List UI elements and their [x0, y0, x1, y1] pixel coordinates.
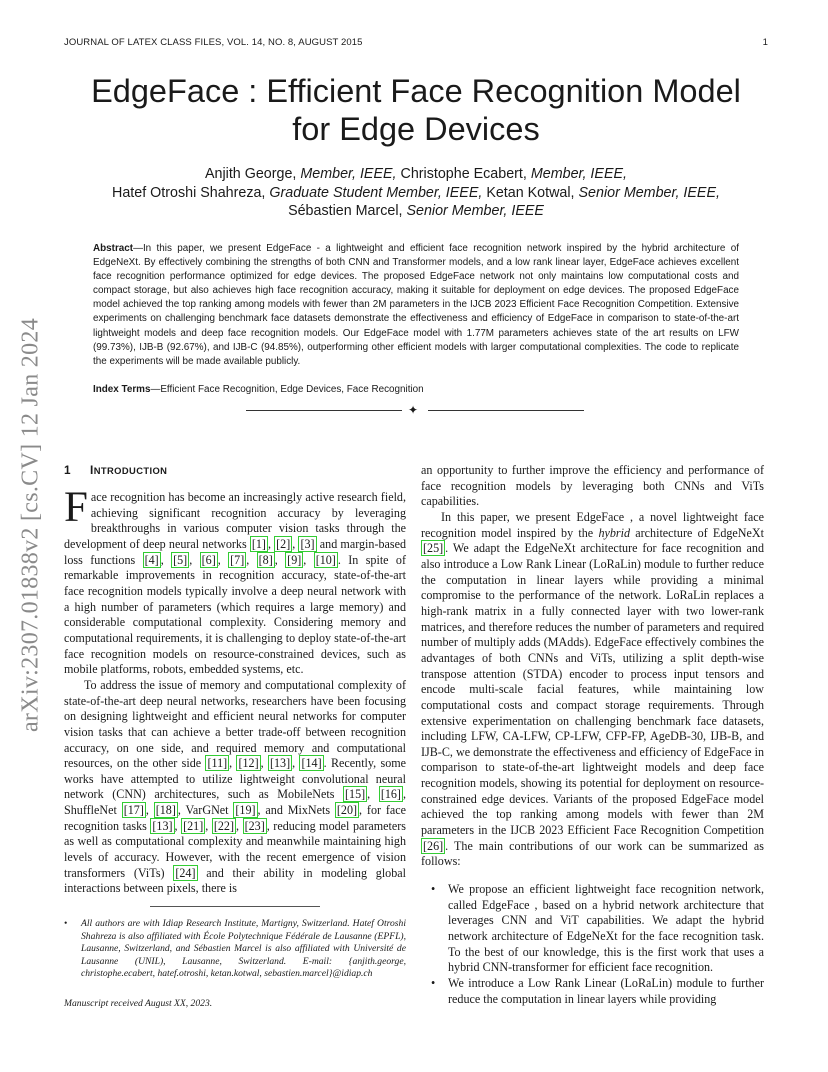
- citation-link[interactable]: [20]: [336, 803, 358, 818]
- citation-link[interactable]: [14]: [301, 756, 322, 771]
- affiliation-footnote: [64, 918, 406, 981]
- paragraph: Face recognition has become an increasingly active research field, achieving significant recognition accuracy by leveraging breakthroughs in various computer vision tasks through the development of deep neural networks [1] , [2] , [3] and margin-based loss functions [4] , [5] , [6] , [7] , [8] , [9] , [10] . In spite of remarkable improvements in recognition accuracy, state-of-the-art face recognition models typically involve a deep neural network with a high number of parameters (which requires a large memory) and considerable computational complexity. Considering memory and computational requirements, it is challenging to deploy state-of-the-art face recognition models on resource-constrained devices, such as mobile platforms, robots, embedded systems, etc.: [64, 484, 407, 677]
- author-name: Sébastien Marcel,: [288, 203, 407, 219]
- citation-link[interactable]: [3]: [300, 536, 315, 551]
- list-item-text: We introduce a Low Rank Linear (LoRaLin) module to further reduce the computation in linear layers while providing: [448, 976, 764, 1006]
- citation-link[interactable]: [25]: [423, 541, 444, 556]
- arxiv-identifier: arXiv:2307.01838v2 [cs.CV] 12 Jan 2024: [17, 317, 44, 733]
- divider-line-left: [246, 410, 402, 411]
- paper-title: [64, 72, 768, 148]
- citation-link[interactable]: [1]: [251, 536, 266, 551]
- paragraph: In this paper, we present EdgeFace , a novel lightweight face recognition model inspired by the hybrid architecture of EdgeNeXt [25] . We adapt the EdgeNeXt architecture for face recognition and also introduce a Low Rank Linear (LoRaLin) module to further reduce the computation in linear layers while providing a minimal compromise to the performance of the network. LoRaLin replaces a high-rank matrix in a fully connected layer with two lower-rank matrices, and therefore reduces the number of parameters and required number of multiply adds (MAdds). EdgeFace effectively combines the advantages of both CNNs and ViTs, utilizing a split depth-wise transpose attention (STDA) encoder to process input tensors and encode multi-scale facial features, while maintaining low computational costs and compact storage requirements. Through extensive experimentation on challenging benchmark face datasets, including LFW, CA-LFW, CP-LFW, CFP-FP, AgeDB-30, IJB-B, and IJB-C, we demonstrate the effectiveness and efficiency of EdgeFace in comparison to state-of-the-art lightweight models and deep face recognition models, showing its potential for deployment on resource-constrained edge devices. Variants of the proposed EdgeFace model achieved the top ranking among models with fewer than 2M parameters in the IJCB 2023 Efficient Face Recognition Competition [26] . The main contributions of our work can be summarized as follows:: [421, 509, 764, 869]
- citation-link[interactable]: [13]: [269, 756, 291, 771]
- citation-link[interactable]: [17]: [123, 803, 144, 818]
- author-name: Ketan Kotwal,: [482, 184, 579, 201]
- paragraph: To address the issue of memory and computational complexity of state-of-the-art deep neural networks, researchers have been focusing on designing lightweight and efficient neural networks for computer vision tasks that can achieve a better trade-off between recognition accuracy, on one side, and required memory and computational resources, on the other side [11] , [12] , [13] , [14] . Recently, some works have attempted to utilize lightweight convolutional neural network (CNN) architectures, such as MobileNets [15] , [16] , ShuffleNet [17] , [18] , VarGNet [19] , and MixNets [20] , for face recognition tasks [13] , [21] , [22] , [23] , reducing model parameters as well as computational complexity and meanwhile maintaining high levels of accuracy. However, with the recent emergence of vision transformers (ViTs) [24] and their ability in modeling global interactions between pixels, there is: [64, 677, 407, 896]
- citation-link[interactable]: [15]: [345, 787, 366, 802]
- citation-link[interactable]: [4]: [144, 552, 159, 567]
- section-title-initial: I: [90, 463, 94, 477]
- author-line-1: [64, 165, 768, 184]
- abstract-text: —In this paper, we present EdgeFace - a lightweight and efficient face recognition network inspired by the hybrid architecture of EdgeNeXt. By effectively combining the strengths of both CNN and Transformer models, and a low rank linear layer, EdgeFace achieves excellent face recognition performance optimized for edge devices. The proposed EdgeFace network not only maintains low computational costs and compact storage, but also achieves high face recognition accuracy, making it suitable for deployment on edge devices. The proposed EdgeFace model achieved the top ranking among models with fewer than 2M parameters in the IJCB 2023 Efficient Face Recognition Competition. Extensive experiments on challenging benchmark face datasets demonstrate the effectiveness and efficiency of EdgeFace in comparison to state-of-the-art lightweight models and deep face recognition models. Our EdgeFace model with 1.77M parameters achieves state of the art results on LFW (99.73%), IJB-B (92.67%), and IJB-C (94.85%), outperforming other efficient models with larger computational complexities. The code to replicate the experiments will be made available publicly.: [93, 243, 739, 367]
- author-role: Graduate Student Member, IEEE,: [269, 184, 483, 201]
- list-item: [421, 882, 764, 976]
- left-column: [64, 463, 406, 897]
- footnote-rule: [150, 906, 320, 907]
- author-name: Christophe Ecabert,: [396, 166, 531, 182]
- author-role: Member, IEEE,: [300, 166, 397, 182]
- list-item: [421, 976, 764, 1007]
- divider-diamond-icon: ✦: [408, 403, 419, 417]
- arxiv-stamp: [15, 290, 47, 760]
- citation-link[interactable]: [9]: [287, 552, 302, 567]
- citation-link[interactable]: [6]: [201, 552, 216, 567]
- journal-name: JOURNAL OF LATEX CLASS FILES, VOL. 14, NO. 8, AUGUST 2015: [64, 37, 363, 48]
- author-line-3: [64, 202, 768, 221]
- manuscript-note: Manuscript received August XX, 2023.: [64, 998, 213, 1009]
- citation-link[interactable]: [21]: [183, 818, 204, 833]
- author-role: Member, IEEE,: [530, 166, 627, 182]
- emphasis: hybrid: [598, 525, 631, 540]
- citation-link[interactable]: [13]: [152, 818, 173, 833]
- footnote-bullet-icon: •: [64, 918, 68, 929]
- citation-link[interactable]: [5]: [173, 552, 188, 567]
- author-name: Hatef Otroshi Shahreza,: [112, 184, 270, 201]
- citation-link[interactable]: [10]: [315, 552, 336, 567]
- citation-link[interactable]: [22]: [213, 818, 234, 833]
- citation-link[interactable]: [7]: [230, 552, 245, 567]
- paragraph: an opportunity to further improve the efficiency and performance of face recognition models by leveraging both CNNs and ViTs capabilities.: [421, 463, 764, 509]
- list-item-text: We propose an efficient lightweight face recognition network, called EdgeFace , based on a hybrid network architecture that leverages CNN and ViT capabilities. We adapt the hybrid network architecture of EdgeNeXt for the face recognition task. To the best of our knowledge, this is the first work that uses a hybrid CNN-transformer for efficient face recognition.: [448, 882, 764, 975]
- page-number: 1: [762, 37, 768, 48]
- citation-link[interactable]: [12]: [238, 756, 259, 771]
- title-line-2: for Edge Devices: [292, 111, 540, 147]
- footnote-text: All authors are with Idiap Research Institute, Martigny, Switzerland. Hatef Otroshi Shahreza is also affiliated with École Polytechnique Fédérale de Lausanne (EPFL), Lausanne, Switzerland, and Sébastien Marcel is also affiliated with Université de Lausanne (UNIL), Lausanne, Switzerland. E-mail: {anjith.george, christophe.ecabert, hatef.otroshi, ketan.kotwal, sebastien.marcel}@idiap.ch: [81, 918, 406, 980]
- abstract: [93, 242, 739, 369]
- citation-link[interactable]: [8]: [258, 552, 273, 567]
- running-header: [64, 37, 768, 48]
- author-role: Senior Member, IEEE,: [578, 184, 720, 201]
- bullet-icon: •: [431, 976, 436, 990]
- contribution-list: [421, 882, 764, 1007]
- author-line-2: [64, 184, 768, 203]
- citation-link[interactable]: [18]: [155, 803, 176, 818]
- citation-link[interactable]: [19]: [235, 803, 256, 818]
- citation-link[interactable]: [16]: [380, 787, 401, 802]
- index-terms-label: Index Terms: [93, 384, 151, 395]
- index-terms-text: —Efficient Face Recognition, Edge Devices, Face Recognition: [150, 384, 424, 395]
- divider-line-right: [428, 410, 584, 411]
- citation-link[interactable]: [2]: [276, 536, 291, 551]
- right-column: [421, 463, 764, 1007]
- author-name: Anjith George,: [205, 166, 301, 182]
- author-role: Senior Member, IEEE: [406, 203, 544, 219]
- index-terms: [93, 383, 739, 397]
- citation-link[interactable]: [24]: [175, 865, 196, 880]
- section-heading: [64, 463, 406, 478]
- bullet-icon: •: [431, 882, 436, 897]
- abstract-label: Abstract: [93, 243, 134, 254]
- section-title-rest: NTRODUCTION: [93, 465, 168, 476]
- author-list: [64, 165, 768, 221]
- citation-link[interactable]: [26]: [423, 838, 444, 853]
- drop-cap: F: [64, 484, 88, 531]
- section-number: 1: [64, 463, 71, 477]
- citation-link[interactable]: [11]: [207, 756, 228, 771]
- title-line-1: EdgeFace : Efficient Face Recognition Model: [91, 73, 741, 109]
- citation-link[interactable]: [23]: [244, 818, 265, 833]
